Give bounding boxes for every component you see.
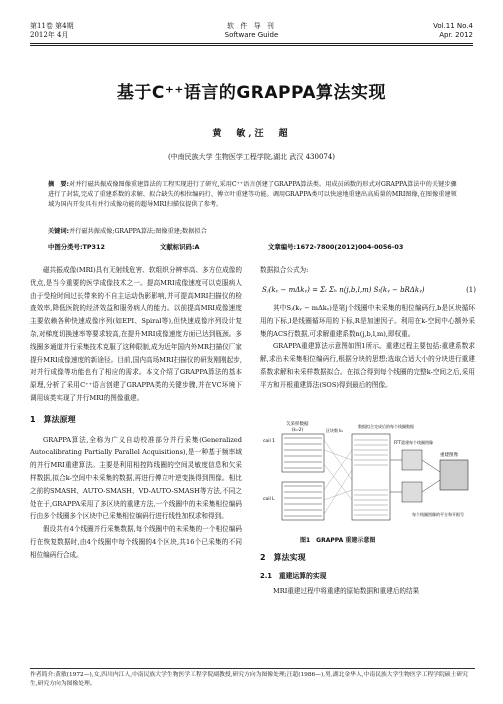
coil-images [402,450,422,502]
abstract [48,180,458,210]
paper-authors: 黄 敏,汪 超 [212,129,291,139]
left-column [30,264,242,562]
right-column-top [260,264,475,277]
label-coil-1: coil 1 [263,439,276,444]
header-rule [30,43,473,44]
section-1-title: 1 算法原理 [30,414,76,424]
figure-caption: 图1 GRAPPA 重建示意图 [300,537,376,544]
abstract-text: 对并行磁共振成像图像重建算法的工程实现进行了研究,采用C⁺⁺语言创建了GRAPPA算法类。用成员函数的形式对GRAPPA算法中的关键步骤进行了封装,完成了重建系数的求解、拟合缺失的相位编码行、傅立叶重建等功能。调用GRAPPA类可以快速地重建出高质量的MRI图像,在图像重建领域为国内开发具有并行成像功能的超导MRI扫描仪提供了参考。 [48,181,457,208]
grappa-overview: GRAPPA重建算法示意图如图1所示。重建过程主要包括:重建系数求解,求出未采集相位编码行,根据分块的思想;选取合适大小的分块进行重建系数求解和未采样数据拟合。在拟合得到每个线圈的完整k-空间之后,采用平方和开根重建算法(SOS)得到最后的图像。 [260,342,475,389]
label-undersampled: 欠采样数据 [286,422,309,427]
reconstructed-image [440,460,468,490]
label-kn: (kₙ-2) [292,427,304,432]
paper-affiliation: (中南民族大学 生物医学工程学院,湖北 武汉 430074) [167,153,336,161]
formula-explanation: 其中Sⱼ(kᵧ − mΔkᵧ)是第j个线圈中未采集的相位编码行,b是区块循环用的下标,l是线圈循环用的下标,R是加速因子。利用在k-空间中心额外采集的ACS行数据,可求解重建系数n(j,b,l,m),即权重。 [260,304,475,338]
label-sos: 每个线圈图像的平方和开根号 [412,512,464,517]
weight-lines [324,440,352,514]
formula-intro: 数据拟合公式为: [260,266,309,274]
coil-1-blocks [282,434,324,472]
volume-date: Apr. 2012 [439,31,473,39]
keywords-text: 并行磁共振成像;GRAPPA算法;图像重建;数据拟合 [69,228,207,235]
author-bio: 作者简介:黄敏(1972—),女,四川内江人,中南民族大学生物医学工程学院副教授,研究方向为图像处理;汪超(1986—),男,湖北金华人,中南民族大学生物医学工程学院硕士研究生,研究方向为图像处理。 [30,672,468,687]
abstract-label: 摘 要: [48,181,70,188]
volume-number: Vol.11 No.4 [433,22,473,30]
header-rule-2 [30,45,473,46]
section-2-1-title: 2.1 重建运算的实现 [260,571,327,580]
clc-number: 中图分类号:TP312 [48,243,105,251]
issue-date: 2012年 4月 [30,31,69,39]
section-2-1-paragraph: MRI重建过程中将重建的原始数据和重建后的结果 [273,586,420,595]
keywords [48,227,458,237]
right-column-section-2 [260,552,475,597]
coil-L-blocks [282,482,324,520]
grappa-diagram [262,420,474,530]
section-1-paragraph-2: 假设共有4个线圈并行采集数据,每个线圈中的未采集的一个相位编码行在恢复数据时,由4个线圈中每个线圈的4个区块,共16个已采集的不同相位编码行合成。 [30,525,242,559]
label-coil-L: coil L [263,497,275,502]
issue-volume: 第11卷 第4期 [30,22,74,30]
label-fft: FFT重建每个线圈图像 [394,440,433,445]
keywords-label: 关键词: [48,228,70,235]
journal-name [0,22,503,40]
section-1-paragraph-1: GRAPPA算法,全称为广义自动校准部分并行采集(Generalized Autocalibrating Partially Parallel Acquisitions),是一种基于频率域的并行MRI重建算法。主要是利用相控阵线圈的空间灵敏度信息和欠采样数据,拟合k-空间中未采集的数据,再进行傅立叶逆变换得到图像。相比之前的SMASH、AUTO-SMASH、VD-AUTO-SMASH等方法,不同之处在于,GRAPPA采用了多区块的重建方法,一个线圈中的未采集相位编码行由多个线圈多个区块中已采集相位编码行进行线性加权求和得到。 [30,435,242,521]
section-2-title: 2 算法实现 [260,553,306,562]
right-column-body [260,302,475,392]
label-block: 区块数 kₙ [326,428,344,433]
fitted-coil-data [352,434,390,520]
formula-1 [262,286,476,294]
paper-title: 基于C⁺⁺语言的GRAPPA算法实现 [116,83,387,103]
formula-body: Sⱼ(kᵧ − mΔkᵧ) = Σₗ Σₕ n(j,b,l,m) Sₗ(kᵧ − bRΔkᵧ) [262,286,425,294]
document-code: 文献标识码:A [160,243,200,251]
formula-number: (1) [466,286,476,294]
intro-paragraph: 磁共振成像(MRI)具有无射线危害、软组织分辨率高、多方位成像的优点,是当今重要的医学成像技术之一。提高MRI成像速度可以克服病人由于受检时间过长带来的不自主运动伪影影响,并可提高MRI扫描仪的检查效率,降低医院的经济效益和服务病人的能力。以前提高MRI成像速度主要依赖各种快速成像序列(如EPI、Spiral等),但快速成像序列设计复杂,对梯度切换速率等要求较高,在提升MRI成像速度方面已达到瓶颈。多线圈多通道并行采集技术克服了这种限制,成为近年国内外MR扫描仪厂家提升MRI成像速度的新途径。目前,国内高场MRI扫描仪的研发刚刚起步,对并行成像等功能也有了相应的需求。本文介绍了GRAPPA算法的基本原理,分析了采用C⁺⁺语言创建了GRAPPA类的关键步骤,并在VC环境下调用该类实现了并行MRI的图像重建。 [30,266,242,402]
label-fit: 数据拟合完成后的每个线圈数据 [358,424,414,429]
journal-title-en: Software Guide [224,31,279,39]
label-recon: 重建图像 [440,453,458,458]
journal-title-cn: 软 件 导 刊 [227,22,276,30]
article-number: 文章编号:1672-7800(2012)004-0056-03 [268,243,404,251]
footnote-rule [30,668,475,669]
journal-volume-en [433,22,473,40]
